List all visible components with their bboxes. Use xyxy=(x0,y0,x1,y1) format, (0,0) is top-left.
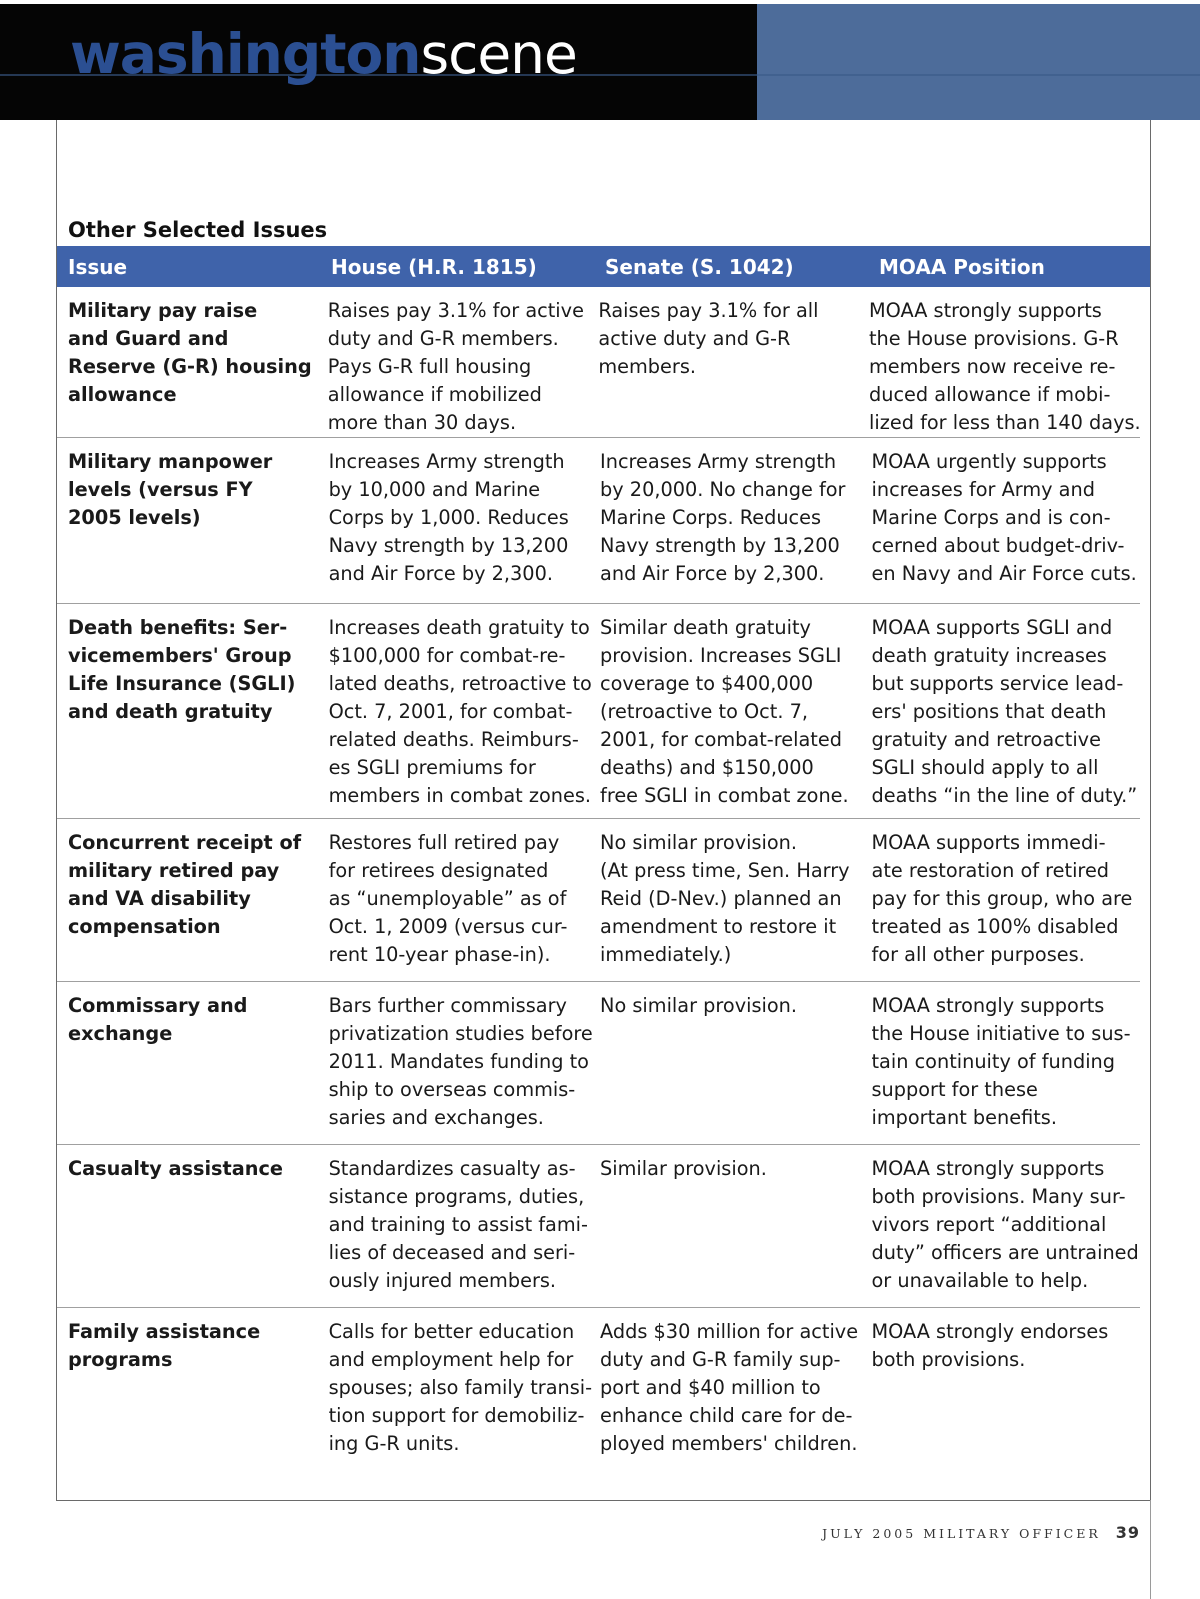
cell-senate xyxy=(600,1145,871,1307)
cell-moaa xyxy=(872,438,1141,603)
cell-text-line: duty and G-R members. xyxy=(327,327,559,350)
cell-text-line: and VA disability xyxy=(68,887,251,910)
cell-text-line: ship to overseas commis- xyxy=(328,1078,576,1101)
cell-issue xyxy=(57,1145,329,1307)
cell-text-line: important benefits. xyxy=(871,1106,1057,1129)
cell-text-line: MOAA strongly supports xyxy=(869,299,1102,322)
cell-text-line: SGLI should apply to all xyxy=(871,756,1099,779)
cell-moaa xyxy=(872,982,1141,1144)
footer-issue-date: JULY 2005 xyxy=(822,1526,917,1541)
cell-text-line: lies of deceased and seri- xyxy=(328,1241,576,1264)
cell-text-line: the House provisions. G-R xyxy=(869,327,1119,350)
cell-text-line: Pays G-R full housing xyxy=(327,355,532,378)
cell-house xyxy=(329,1308,600,1483)
cell-text-line: Similar provision. xyxy=(600,1157,767,1180)
cell-text-line: (retroactive to Oct. 7, xyxy=(600,700,808,723)
footer-magazine-name: MILITARY OFFICER xyxy=(923,1526,1101,1541)
cell-text-line: Life Insurance (SGLI) xyxy=(68,672,296,695)
cell-text-line: Increases death gratuity to xyxy=(328,616,590,639)
cell-text-line: Navy strength by 13,200 xyxy=(600,534,840,557)
header-banner-blue-panel xyxy=(757,4,1200,120)
cell-text-line: ate restoration of retired xyxy=(871,859,1110,882)
cell-text-line: active duty and G-R xyxy=(598,327,791,350)
cell-text-line: Navy strength by 13,200 xyxy=(328,534,569,557)
cell-text-line: Reid (D-Nev.) planned an xyxy=(600,887,842,910)
cell-text-line: death gratuity increases xyxy=(871,644,1107,667)
cell-text-line: or unavailable to help. xyxy=(871,1269,1089,1292)
cell-text-line: and training to assist fami- xyxy=(328,1213,588,1236)
page-number: 39 xyxy=(1115,1523,1140,1542)
cell-house xyxy=(329,438,600,603)
cell-text-line: vicemembers' Group xyxy=(68,644,292,667)
cell-house xyxy=(329,819,600,981)
cell-text-line: for all other purposes. xyxy=(871,943,1085,966)
cell-house xyxy=(328,287,599,437)
column-header-house: House (H.R. 1815) xyxy=(331,254,537,279)
cell-text-line: Adds $30 million for active xyxy=(600,1320,859,1343)
cell-moaa xyxy=(872,1308,1141,1483)
cell-text-line: deaths) and $150,000 xyxy=(600,756,814,779)
cell-text-line: as “unemployable” as of xyxy=(328,887,567,910)
cell-text-line: duced allowance if mobi- xyxy=(869,383,1111,406)
cell-text-line: saries and exchanges. xyxy=(328,1106,544,1129)
cell-issue xyxy=(57,1308,329,1483)
cell-text-line: Similar death gratuity xyxy=(600,616,811,639)
cell-text-line: allowance if mobilized xyxy=(327,383,542,406)
cell-house xyxy=(329,604,600,818)
cell-text-line: allowance xyxy=(68,383,177,406)
cell-issue xyxy=(57,287,328,437)
cell-text-line: MOAA strongly endorses xyxy=(871,1320,1109,1343)
cell-moaa xyxy=(872,819,1141,981)
cell-text-line: tion support for demobiliz- xyxy=(328,1404,585,1427)
cell-text-line: Marine Corps and is con- xyxy=(871,506,1111,529)
cell-text-line: gratuity and retroactive xyxy=(871,728,1101,751)
table-row xyxy=(57,604,1140,819)
cell-text-line: support for these xyxy=(871,1078,1038,1101)
cell-text-line: vivors report “additional xyxy=(871,1213,1107,1236)
cell-text-line: provision. Increases SGLI xyxy=(600,644,842,667)
cell-text-line: 2011. Mandates funding to xyxy=(328,1050,589,1073)
cell-text-line: but supports service lead- xyxy=(871,672,1124,695)
cell-text-line: amendment to restore it xyxy=(600,915,837,938)
cell-moaa xyxy=(872,604,1141,818)
cell-text-line: tain continuity of funding xyxy=(871,1050,1116,1073)
table-row xyxy=(57,438,1140,604)
cell-text-line: es SGLI premiums for xyxy=(328,756,536,779)
cell-text-line: by 10,000 and Marine xyxy=(328,478,541,501)
cell-moaa xyxy=(869,287,1140,437)
cell-text-line: programs xyxy=(68,1348,173,1371)
issues-table xyxy=(57,246,1150,1483)
cell-text-line: coverage to $400,000 xyxy=(600,672,814,695)
cell-text-line: Military manpower xyxy=(68,450,273,473)
cell-text-line: spouses; also family transi- xyxy=(328,1376,593,1399)
cell-text-line: Restores full retired pay xyxy=(328,831,560,854)
cell-text-line: Death benefits: Ser- xyxy=(68,616,288,639)
cell-text-line: Casualty assistance xyxy=(68,1157,283,1180)
column-header-senate: Senate (S. 1042) xyxy=(605,254,794,279)
cell-text-line: for retirees designated xyxy=(328,859,549,882)
cell-text-line: sistance programs, duties, xyxy=(328,1185,585,1208)
column-header-issue: Issue xyxy=(68,254,128,279)
cell-text-line: treated as 100% disabled xyxy=(871,915,1119,938)
cell-text-line: Raises pay 3.1% for active xyxy=(327,299,584,322)
cell-text-line: more than 30 days. xyxy=(327,411,517,434)
cell-text-line: related deaths. Reimburs- xyxy=(328,728,579,751)
column-header-moaa: MOAA Position xyxy=(879,254,1045,279)
header-banner xyxy=(0,4,1200,120)
cell-text-line: MOAA urgently supports xyxy=(871,450,1107,473)
cell-text-line: Commissary and xyxy=(68,994,248,1017)
frame-right-low-rule xyxy=(1150,1500,1151,1599)
title-bold: washington xyxy=(70,22,421,86)
cell-text-line: No similar provision. xyxy=(600,994,798,1017)
cell-text-line: levels (versus FY xyxy=(68,478,253,501)
cell-text-line: lated deaths, retroactive to xyxy=(328,672,592,695)
cell-text-line: increases for Army and xyxy=(871,478,1095,501)
cell-text-line: both provisions. xyxy=(871,1348,1026,1371)
cell-text-line: ing G-R units. xyxy=(328,1432,460,1455)
cell-house xyxy=(329,982,600,1144)
cell-text-line: and Guard and xyxy=(68,327,229,350)
cell-text-line: members now receive re- xyxy=(869,355,1116,378)
cell-text-line: by 20,000. No change for xyxy=(600,478,846,501)
cell-text-line: No similar provision. xyxy=(600,831,798,854)
cell-text-line: duty” officers are untrained xyxy=(871,1241,1139,1264)
cell-text-line: Reserve (G-R) housing xyxy=(68,355,312,378)
cell-text-line: free SGLI in combat zone. xyxy=(600,784,849,807)
cell-issue xyxy=(57,982,329,1144)
cell-text-line: Raises pay 3.1% for all xyxy=(598,299,819,322)
table-row xyxy=(57,1308,1140,1483)
cell-text-line: Calls for better education xyxy=(328,1320,575,1343)
cell-text-line: MOAA supports immedi- xyxy=(871,831,1106,854)
cell-text-line: Bars further commissary xyxy=(328,994,567,1017)
cell-text-line: deaths “in the line of duty.” xyxy=(871,784,1138,807)
cell-text-line: rent 10-year phase-in). xyxy=(328,943,551,966)
cell-text-line: Increases Army strength xyxy=(328,450,565,473)
frame-bottom-rule xyxy=(56,1500,1150,1501)
cell-text-line: en Navy and Air Force cuts. xyxy=(871,562,1137,585)
cell-text-line: members. xyxy=(598,355,697,378)
cell-text-line: MOAA strongly supports xyxy=(871,1157,1105,1180)
cell-text-line: privatization studies before xyxy=(328,1022,593,1045)
table-caption: Other Selected Issues xyxy=(68,218,328,242)
cell-text-line: MOAA strongly supports xyxy=(871,994,1105,1017)
cell-text-line: the House initiative to sus- xyxy=(871,1022,1131,1045)
title-light: scene xyxy=(420,22,577,86)
table-row xyxy=(57,982,1140,1145)
cell-text-line: Oct. 7, 2001, for combat- xyxy=(328,700,573,723)
cell-text-line: (At press time, Sen. Harry xyxy=(600,859,850,882)
cell-text-line: military retired pay xyxy=(68,859,280,882)
cell-text-line: ployed members' children. xyxy=(600,1432,858,1455)
section-title-logo xyxy=(70,22,577,86)
cell-text-line: and employment help for xyxy=(328,1348,574,1371)
cell-text-line: members in combat zones. xyxy=(328,784,591,807)
cell-text-line: compensation xyxy=(68,915,221,938)
cell-text-line: Concurrent receipt of xyxy=(68,831,302,854)
cell-issue xyxy=(57,819,329,981)
cell-text-line: lized for less than 140 days. xyxy=(869,411,1141,434)
cell-text-line: Military pay raise xyxy=(68,299,258,322)
cell-senate xyxy=(598,287,869,437)
table-header xyxy=(57,246,1150,287)
cell-senate xyxy=(600,982,871,1144)
cell-text-line: cerned about budget-driv- xyxy=(871,534,1125,557)
cell-issue xyxy=(57,438,329,603)
cell-text-line: MOAA supports SGLI and xyxy=(871,616,1113,639)
cell-text-line: $100,000 for combat-re- xyxy=(328,644,566,667)
page-footer xyxy=(822,1523,1140,1542)
cell-text-line: Marine Corps. Reduces xyxy=(600,506,822,529)
cell-text-line: and death gratuity xyxy=(68,700,273,723)
table-row xyxy=(57,1145,1140,1308)
cell-senate xyxy=(600,819,871,981)
cell-text-line: and Air Force by 2,300. xyxy=(600,562,825,585)
cell-text-line: immediately.) xyxy=(600,943,732,966)
cell-text-line: and Air Force by 2,300. xyxy=(328,562,553,585)
cell-text-line: enhance child care for de- xyxy=(600,1404,853,1427)
cell-text-line: pay for this group, who are xyxy=(871,887,1133,910)
cell-text-line: ously injured members. xyxy=(328,1269,557,1292)
cell-moaa xyxy=(872,1145,1141,1307)
cell-issue xyxy=(57,604,329,818)
cell-text-line: duty and G-R family sup- xyxy=(600,1348,841,1371)
cell-text-line: Oct. 1, 2009 (versus cur- xyxy=(328,915,568,938)
cell-text-line: exchange xyxy=(68,1022,173,1045)
cell-text-line: both provisions. Many sur- xyxy=(871,1185,1126,1208)
table-row xyxy=(57,287,1140,438)
cell-senate xyxy=(600,1308,871,1483)
cell-house xyxy=(329,1145,600,1307)
cell-text-line: Family assistance xyxy=(68,1320,261,1343)
frame-right-rule xyxy=(1150,120,1151,1500)
cell-senate xyxy=(600,604,871,818)
cell-text-line: Corps by 1,000. Reduces xyxy=(328,506,569,529)
cell-text-line: Standardizes casualty as- xyxy=(328,1157,576,1180)
cell-text-line: 2005 levels) xyxy=(68,506,201,529)
cell-text-line: 2001, for combat-related xyxy=(600,728,842,751)
cell-text-line: ers' positions that death xyxy=(871,700,1107,723)
cell-senate xyxy=(600,438,871,603)
cell-text-line: Increases Army strength xyxy=(600,450,837,473)
table-body xyxy=(57,287,1150,1483)
cell-text-line: port and $40 million to xyxy=(600,1376,821,1399)
table-row xyxy=(57,819,1140,982)
